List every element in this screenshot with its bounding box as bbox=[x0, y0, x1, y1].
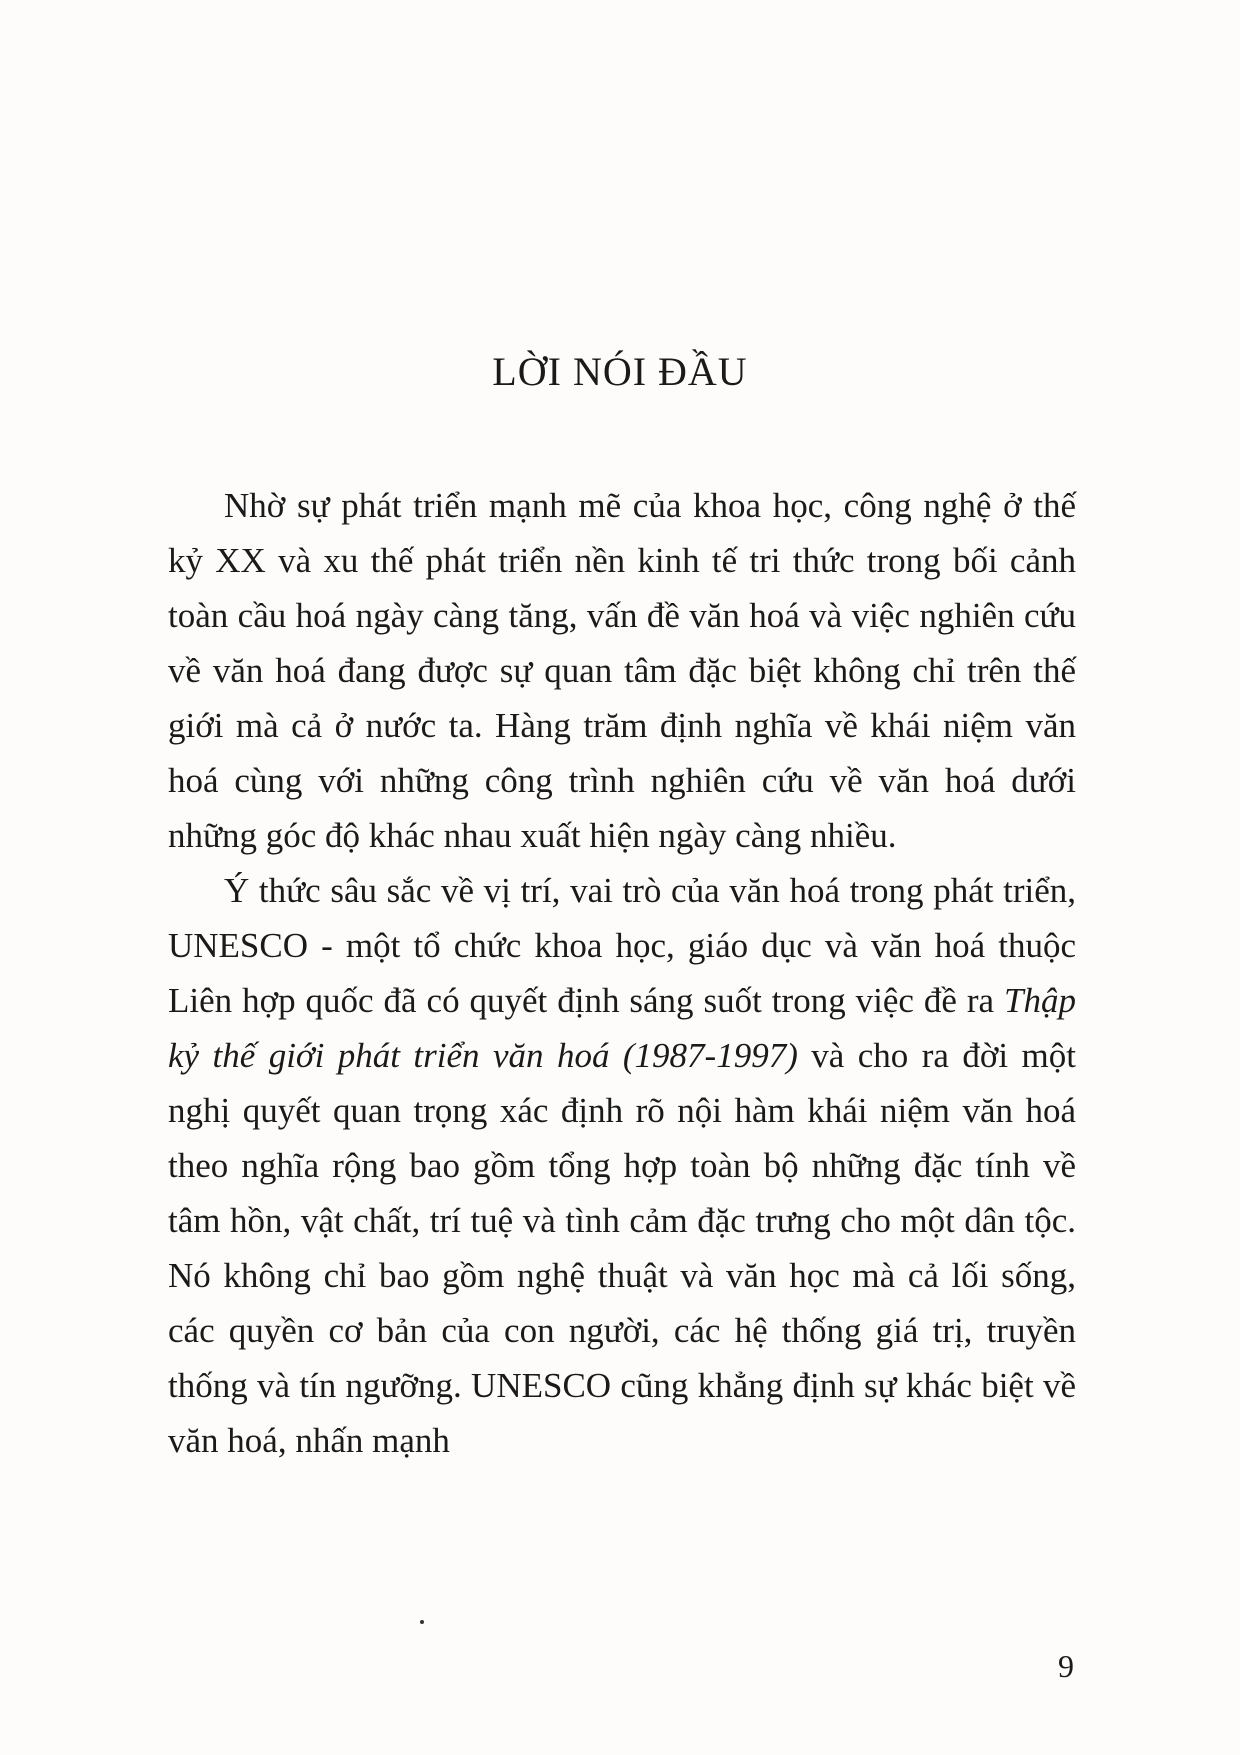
scan-dot bbox=[420, 1620, 424, 1624]
page-number: 9 bbox=[1058, 1648, 1074, 1684]
body-text bbox=[168, 478, 1076, 1468]
paragraph-2-italic: Thập kỷ thế giới phát triển văn hoá (1987-1997) bbox=[168, 981, 1076, 1075]
paragraph-2 bbox=[168, 863, 1076, 1468]
page-title: LỜI NÓI ĐẦU bbox=[492, 349, 748, 394]
paragraph-1: Nhờ sự phát triển mạnh mẽ của khoa học, công nghệ ở thế kỷ XX và xu thế phát triển nền kinh tế tri thức trong bối cảnh toàn cầu hoá ngày càng tăng, vấn đề văn hoá và việc nghiên cứu về văn hoá đang được sự quan tâm đặc biệt không chỉ trên thế giới mà cả ở nước ta. Hàng trăm định nghĩa về khái niệm văn hoá cùng với những công trình nghiên cứu về văn hoá dưới những góc độ khác nhau xuất hiện ngày càng nhiều. bbox=[168, 486, 1076, 855]
paragraph-2-text-1: Ý thức sâu sắc về vị trí, vai trò của văn hoá trong phát triển, UNESCO - một tổ chức khoa học, giáo dục và văn hoá thuộc Liên hợp quốc đã có quyết định sáng suốt trong việc đề ra bbox=[168, 871, 1076, 1020]
paragraph-2-text-2: và cho ra đời một nghị quyết quan trọng xác định rõ nội hàm khái niệm văn hoá theo nghĩa rộng bao gồm tổng hợp toàn bộ những đặc tính về tâm hồn, vật chất, trí tuệ và tình cảm đặc trưng cho một dân tộc. Nó không chỉ bao gồm nghệ thuật và văn học mà cả lối sống, các quyền cơ bản của con người, các hệ thống giá trị, truyền thống và tín ngưỡng. UNESCO cũng khẳng định sự khác biệt về văn hoá, nhấn mạnh bbox=[168, 1036, 1076, 1460]
